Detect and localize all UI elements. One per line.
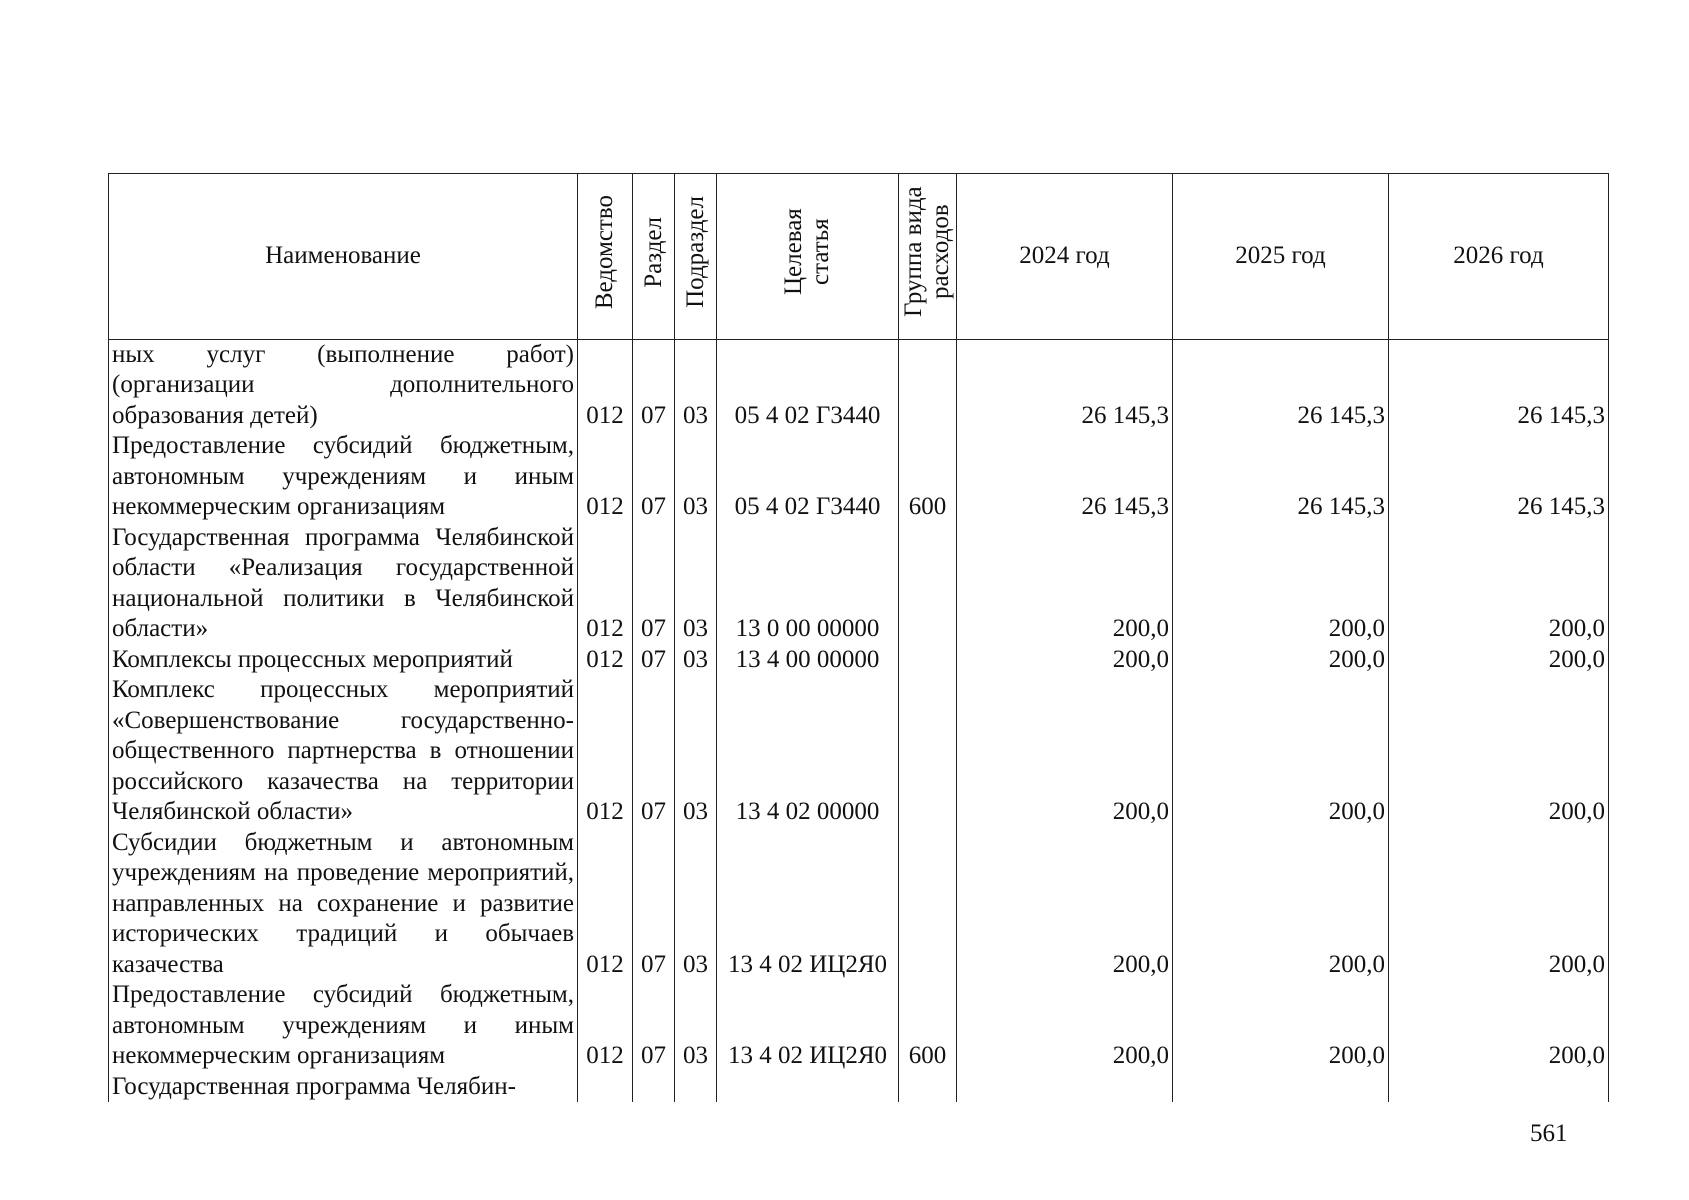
row-dept: 012 <box>578 645 633 676</box>
row-2025: 26 145,3 <box>1173 431 1389 523</box>
row-2024: 200,0 <box>957 980 1173 1072</box>
row-2026: 200,0 <box>1389 980 1609 1072</box>
row-dept: 012 <box>578 339 633 431</box>
row-subsection: 03 <box>675 675 717 828</box>
header-section-label: Раздел <box>639 216 667 288</box>
budget-table-page <box>108 173 1608 1102</box>
row-group: 600 <box>899 980 957 1072</box>
row-dept: 012 <box>578 828 633 981</box>
row-subsection: 03 <box>675 339 717 431</box>
row-2024: 26 145,3 <box>957 431 1173 523</box>
empty-cell <box>633 1072 675 1103</box>
row-2024: 200,0 <box>957 828 1173 981</box>
header-subsection <box>675 174 717 340</box>
row-article: 13 4 02 00000 <box>717 675 899 828</box>
row-name: Комплекс процессных мероприятий «Совершенствование государственно-общественного партнерства в отношении российского казачества на территории Челябинской области» <box>109 675 578 828</box>
row-subsection: 03 <box>675 645 717 676</box>
row-2024: 26 145,3 <box>957 339 1173 431</box>
row-section: 07 <box>633 828 675 981</box>
row-dept: 012 <box>578 523 633 645</box>
header-expense-group <box>899 174 957 340</box>
empty-cell <box>717 1072 899 1103</box>
table-row <box>109 523 1609 645</box>
row-dept: 012 <box>578 675 633 828</box>
row-group: 600 <box>899 431 957 523</box>
header-section <box>633 174 675 340</box>
page-number: 561 <box>1530 1120 1568 1147</box>
header-row <box>109 174 1609 340</box>
row-section: 07 <box>633 523 675 645</box>
row-name: Субсидии бюджетным и автономным учреждениям на проведение мероприятий, направленных на сохранение и развитие исторических традиций и обычаев казачества <box>109 828 578 981</box>
header-target-article-label: Целевая статья <box>779 208 834 296</box>
row-article: 13 4 02 ИЦ2Я0 <box>717 980 899 1072</box>
row-name: Государственная программа Челябинской области «Реализация государственной национальной политики в Челябинской области» <box>109 523 578 645</box>
row-section: 07 <box>633 431 675 523</box>
row-2026: 200,0 <box>1389 675 1609 828</box>
table-row <box>109 980 1609 1072</box>
row-2026: 200,0 <box>1389 523 1609 645</box>
row-2025: 200,0 <box>1173 645 1389 676</box>
row-name: Комплексы процессных мероприятий <box>109 645 578 676</box>
row-2026: 26 145,3 <box>1389 339 1609 431</box>
empty-cell <box>1173 1072 1389 1103</box>
row-group <box>899 675 957 828</box>
header-dept <box>578 174 633 340</box>
row-dept: 012 <box>578 980 633 1072</box>
row-section: 07 <box>633 645 675 676</box>
row-subsection: 03 <box>675 980 717 1072</box>
row-2026: 26 145,3 <box>1389 431 1609 523</box>
row-article: 13 0 00 00000 <box>717 523 899 645</box>
row-name: ных услуг (выполнение работ) (организации дополнительного образования детей) <box>109 339 578 431</box>
row-2025: 200,0 <box>1173 523 1389 645</box>
row-2024: 200,0 <box>957 523 1173 645</box>
header-target-article <box>717 174 899 340</box>
row-subsection: 03 <box>675 431 717 523</box>
header-2026: 2026 год <box>1389 174 1609 340</box>
table-row <box>109 675 1609 828</box>
row-article: 13 4 00 00000 <box>717 645 899 676</box>
empty-cell <box>899 1072 957 1103</box>
row-section: 07 <box>633 339 675 431</box>
table-row <box>109 828 1609 981</box>
budget-table <box>108 173 1609 1102</box>
row-2024: 200,0 <box>957 675 1173 828</box>
table-row <box>109 645 1609 676</box>
row-2025: 200,0 <box>1173 675 1389 828</box>
row-article: 05 4 02 Г3440 <box>717 431 899 523</box>
row-2024: 200,0 <box>957 645 1173 676</box>
row-group <box>899 339 957 431</box>
row-article: 13 4 02 ИЦ2Я0 <box>717 828 899 981</box>
empty-cell <box>675 1072 717 1103</box>
empty-cell <box>957 1072 1173 1103</box>
row-2025: 200,0 <box>1173 980 1389 1072</box>
row-2026: 200,0 <box>1389 828 1609 981</box>
header-subsection-label: Подраздел <box>681 196 709 308</box>
row-group <box>899 828 957 981</box>
table-row <box>109 339 1609 431</box>
header-dept-label: Ведомство <box>591 194 618 310</box>
header-name: Наименование <box>109 174 578 340</box>
continuation-row <box>109 1072 1609 1103</box>
row-2026: 200,0 <box>1389 645 1609 676</box>
row-subsection: 03 <box>675 828 717 981</box>
empty-cell <box>1389 1072 1609 1103</box>
row-2025: 200,0 <box>1173 828 1389 981</box>
table-row <box>109 431 1609 523</box>
header-expense-group-label: Группа вида расходов <box>899 186 954 318</box>
empty-cell <box>578 1072 633 1103</box>
row-section: 07 <box>633 980 675 1072</box>
row-2025: 26 145,3 <box>1173 339 1389 431</box>
row-group <box>899 645 957 676</box>
row-group <box>899 523 957 645</box>
row-article: 05 4 02 Г3440 <box>717 339 899 431</box>
row-name: Предоставление субсидий бюджетным, автономным учреждениям и иным некоммерческим организациям <box>109 431 578 523</box>
continuation-name: Государственная программа Челябин- <box>109 1072 578 1103</box>
row-section: 07 <box>633 675 675 828</box>
header-2025: 2025 год <box>1173 174 1389 340</box>
header-2024: 2024 год <box>957 174 1173 340</box>
row-name: Предоставление субсидий бюджетным, автономным учреждениям и иным некоммерческим организациям <box>109 980 578 1072</box>
row-dept: 012 <box>578 431 633 523</box>
row-subsection: 03 <box>675 523 717 645</box>
